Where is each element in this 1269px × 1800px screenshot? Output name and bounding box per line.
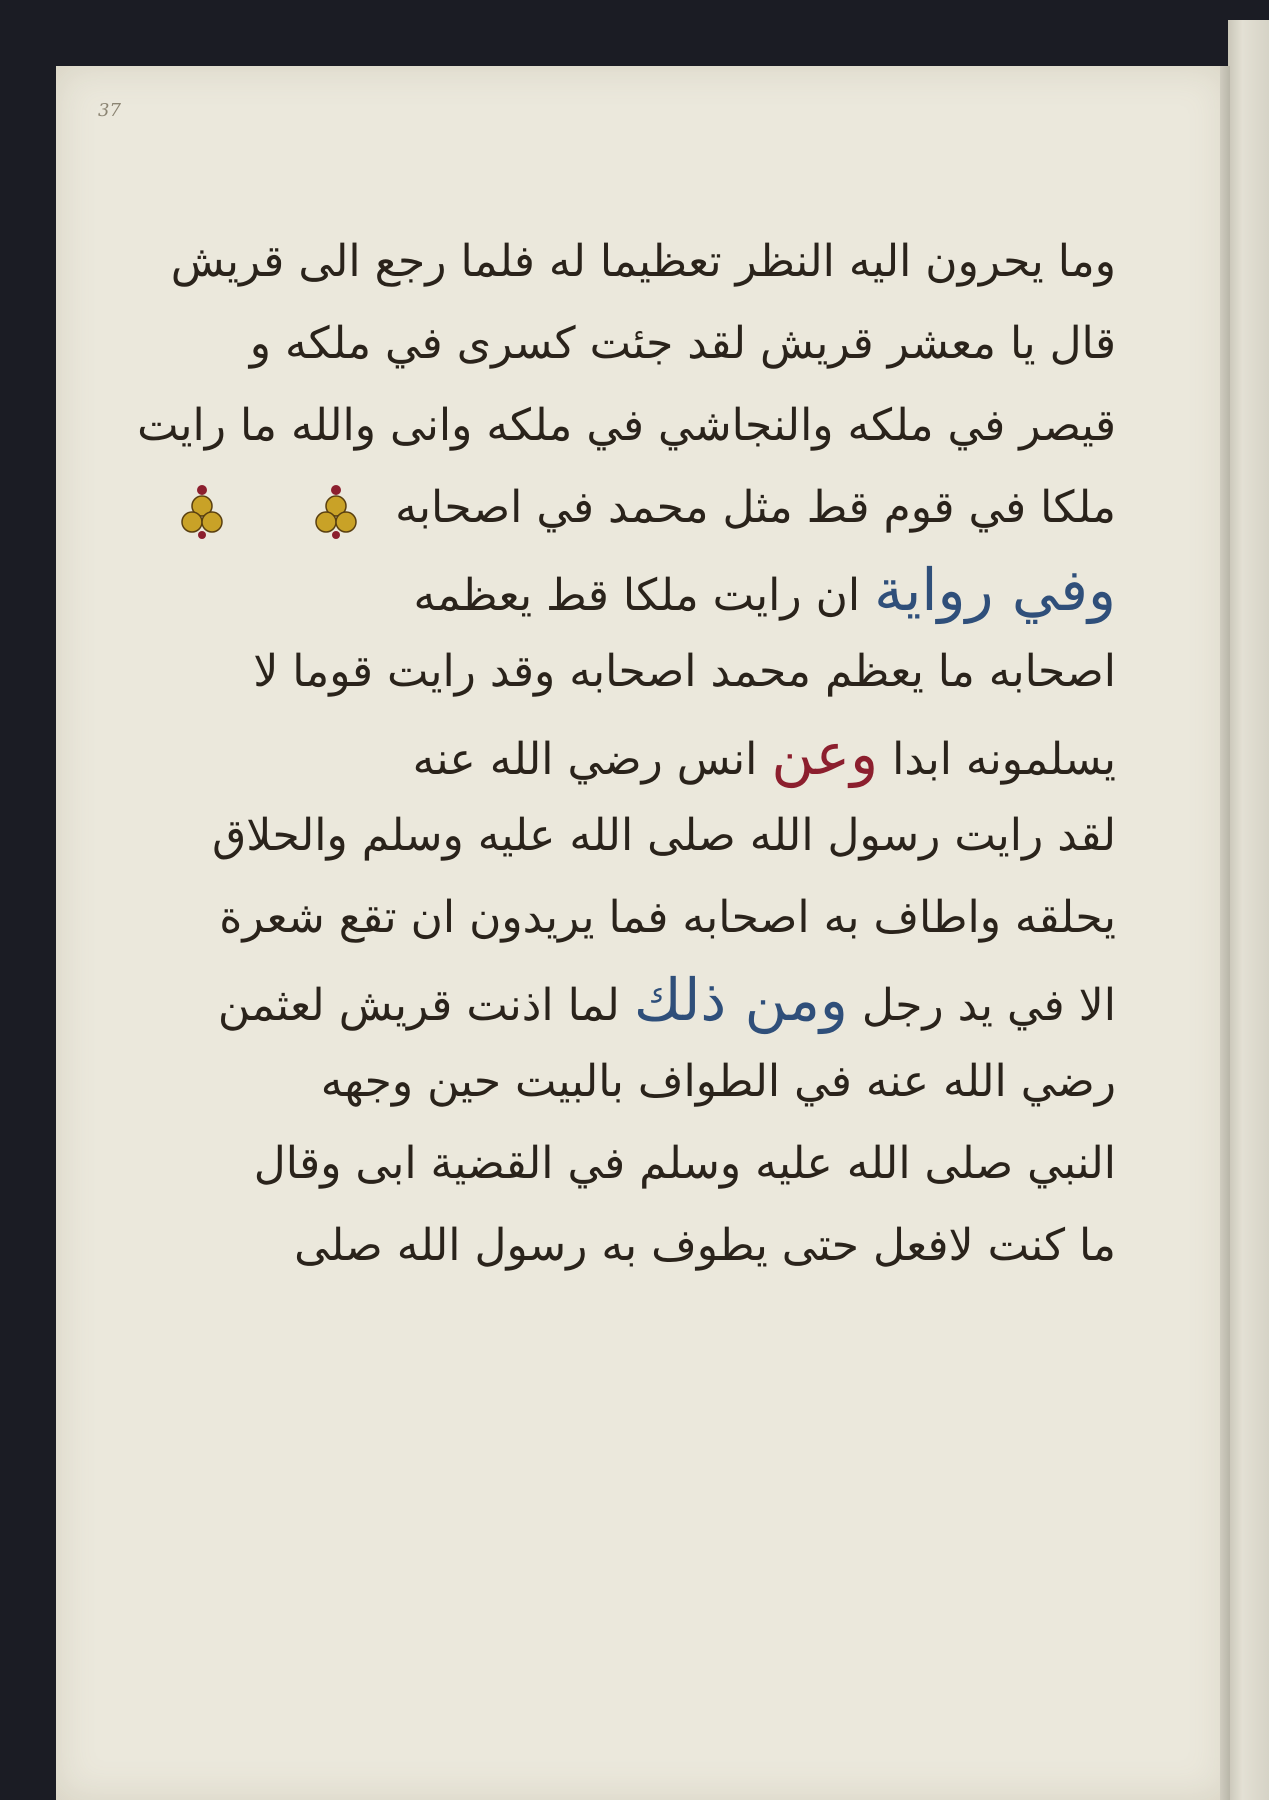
text-line-2: قال يا معشر قريش لقد جئت كسرى في ملكه و xyxy=(249,318,1116,369)
text-line-10 xyxy=(217,959,1116,1041)
text-line-11: رضي الله عنه في الطواف بالبيت حين وجهه xyxy=(320,1056,1116,1107)
rubric-heading: وفي رواية xyxy=(874,556,1116,624)
page-gutter xyxy=(1220,66,1230,1800)
text-line-3: قيصر في ملكه والنجاشي في ملكه وانى والله ما رايت xyxy=(137,400,1116,451)
text-line-4 xyxy=(326,467,1116,549)
verse-ornaments xyxy=(181,482,357,540)
text-line-4-text: ملكا في قوم قط مثل محمد في اصحابه xyxy=(395,482,1116,533)
text-line-10-before: الا في يد رجل xyxy=(861,980,1116,1031)
text-line-10-after: لما اذنت قريش لعثمن xyxy=(217,980,620,1031)
text-line-8: لقد رايت رسول الله صلى الله عليه وسلم والحلاق xyxy=(212,810,1116,861)
rubric-heading: وعن xyxy=(771,720,879,788)
text-line-5 xyxy=(326,549,1116,631)
text-line-9: يحلقه واطاف به اصحابه فما يريدون ان تقع شعرة xyxy=(219,892,1116,943)
text-line-7 xyxy=(326,713,1116,795)
text-line-5-text: ان رايت ملكا قط يعظمه xyxy=(413,570,861,621)
text-line-1: وما يحرون اليه النظر تعظيما له فلما رجع الى قريش xyxy=(170,236,1116,287)
trefoil-gold-icon xyxy=(315,482,357,540)
text-block xyxy=(137,221,1116,1287)
trefoil-gold-icon xyxy=(181,482,223,540)
text-line-13: ما كنت لافعل حتى يطوف به رسول الله صلى xyxy=(294,1220,1116,1271)
manuscript-page xyxy=(56,66,1228,1800)
text-line-7-after: انس رضي الله عنه xyxy=(412,734,758,785)
facing-page-edge xyxy=(1228,20,1269,1800)
facing-page-text xyxy=(1234,180,1268,1430)
text-line-7-before: يسلمونه ابدا xyxy=(892,734,1116,785)
rubric-heading: ومن ذلك xyxy=(633,966,848,1034)
text-line-6: اصحابه ما يعظم محمد اصحابه وقد رايت قوما لا xyxy=(253,646,1116,697)
text-line-12: النبي صلى الله عليه وسلم في القضية ابى وقال xyxy=(253,1138,1116,1189)
folio-number: 37 xyxy=(98,100,121,121)
